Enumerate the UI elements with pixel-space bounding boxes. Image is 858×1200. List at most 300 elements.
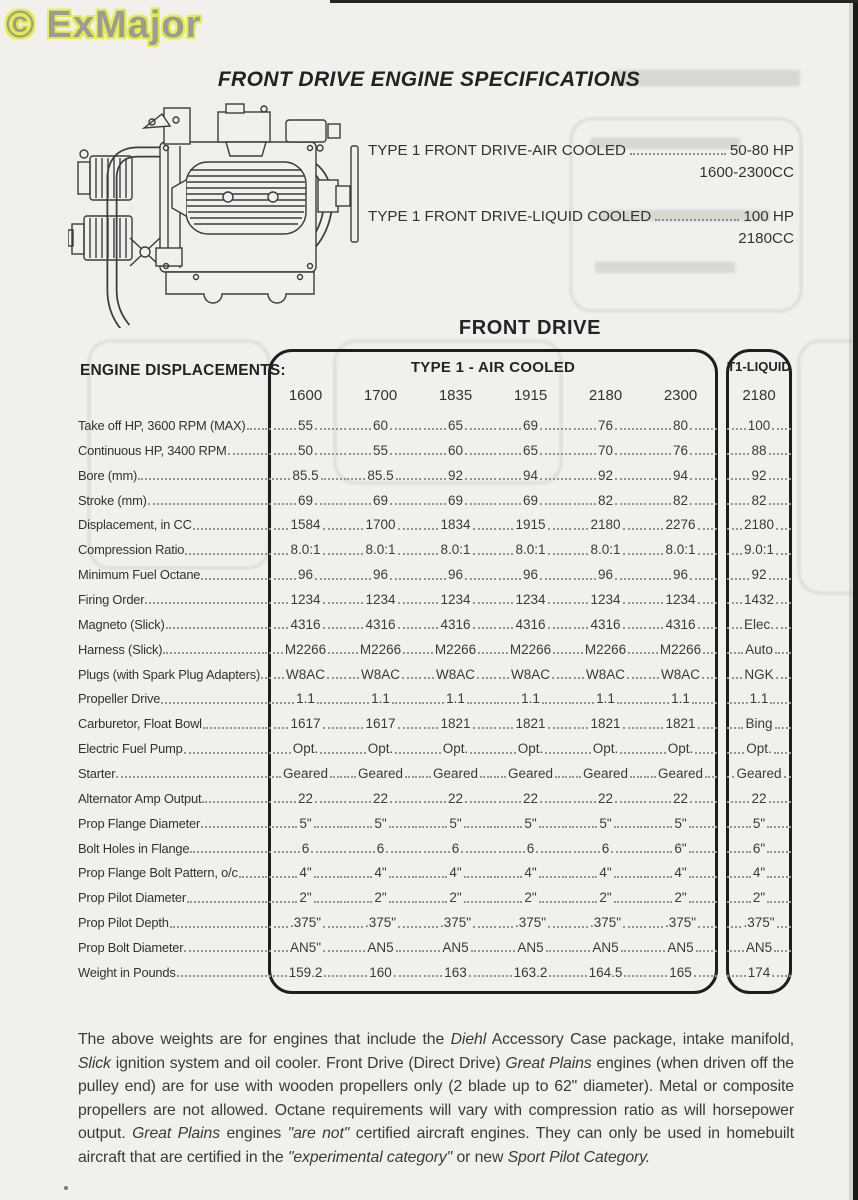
spec-row-label: Weight in Pounds: [78, 964, 176, 980]
spec-row: [78, 463, 792, 488]
spec-cell: [343, 766, 418, 781]
spec-row-label: Bore (mm): [78, 467, 138, 483]
spec-value: 1234: [515, 591, 546, 607]
dotted-leader: [494, 926, 513, 928]
dotted-leader: [419, 876, 447, 878]
dotted-leader: [398, 627, 417, 629]
dotted-leader: [473, 528, 492, 530]
spec-value: 76: [597, 417, 614, 433]
spec-cell: [493, 741, 568, 756]
dotted-leader: [269, 652, 283, 654]
spec-value: 5": [374, 815, 387, 831]
dotted-leader: [323, 528, 342, 530]
spec-row: [78, 587, 792, 612]
dotted-leader: [344, 851, 375, 853]
spec-value: 4": [674, 865, 687, 881]
dotted-leader: [615, 478, 642, 480]
dotted-leader: [323, 727, 342, 729]
spec-rows: [78, 413, 792, 985]
spec-value: 94: [672, 467, 689, 483]
footnote-segment: or new: [452, 1148, 508, 1166]
spec-cell: [643, 418, 718, 433]
spec-value: 6: [451, 840, 460, 856]
dotted-leader: [269, 776, 281, 778]
spec-value: Auto: [745, 641, 773, 657]
watermark: © ExMajor: [6, 4, 202, 46]
spec-value: 5": [299, 815, 312, 831]
spec-row-label: Prop Flange Diameter: [78, 815, 201, 831]
dotted-leader: [327, 677, 342, 679]
spec-cell: [343, 493, 418, 508]
dotted-leader: [344, 801, 371, 803]
dotted-leader: [344, 727, 363, 729]
spec-row-air-cells: [268, 741, 718, 756]
spec-cell: [568, 617, 643, 632]
spec-cell: [568, 517, 643, 532]
dotted-leader: [389, 876, 417, 878]
dotted-leader: [569, 801, 596, 803]
dotted-leader: [494, 627, 513, 629]
footnote-segment: engines (when driven off the pulley end) are for use with wooden propellers only (2 blade up to 62" diameter). Metal or composite propellers are not allowed. Octane requirements will vary with compression ratio as will horsepower output.: [78, 1054, 794, 1143]
dotted-leader: [398, 528, 417, 530]
dotted-leader: [769, 478, 791, 480]
liquid-group-title: T1-LIQUID: [727, 359, 791, 374]
dotted-leader: [655, 219, 739, 221]
spec-row: [78, 836, 792, 861]
dotted-leader: [269, 801, 296, 803]
dotted-leader: [698, 528, 717, 530]
spec-cell: [643, 493, 718, 508]
dotted-leader: [727, 801, 749, 803]
spec-cell-liquid: [726, 816, 792, 831]
dotted-leader: [644, 702, 669, 704]
spec-value: 159.2: [288, 964, 323, 980]
spec-value: M2266: [659, 641, 702, 657]
summary-hp: 100 HP: [743, 208, 794, 225]
spec-row-label: Harness (Slick): [78, 641, 163, 657]
dotted-leader: [727, 503, 749, 505]
spec-value: 2276: [665, 517, 696, 533]
dotted-leader: [396, 478, 417, 480]
spec-cell: [418, 517, 493, 532]
dotted-leader: [769, 453, 791, 455]
dotted-leader: [405, 776, 417, 778]
spec-cell: [418, 493, 493, 508]
spec-value: 92: [447, 467, 464, 483]
spec-cell: [493, 542, 568, 557]
spec-cell: [343, 642, 418, 657]
dotted-leader: [419, 851, 450, 853]
dotted-leader: [555, 776, 567, 778]
spec-value: 1432: [743, 591, 775, 607]
spec-value: 8.0:1: [665, 542, 696, 558]
dotted-leader: [473, 602, 492, 604]
spec-row-air-cells: [268, 890, 718, 905]
spec-row-labelcell: [78, 468, 268, 483]
spec-cell: [268, 493, 343, 508]
dotted-leader: [615, 578, 642, 580]
spec-value: 6": [752, 840, 766, 856]
spec-row-label: Plugs (with Spark Plug Adapters): [78, 666, 261, 682]
dotted-leader: [269, 851, 300, 853]
dotted-leader: [317, 702, 342, 704]
spec-value: 22: [372, 790, 389, 806]
dotted-leader: [344, 627, 363, 629]
spec-cell: [343, 716, 418, 731]
dotted-leader: [727, 602, 742, 604]
spec-cell: [643, 766, 718, 781]
dotted-leader: [615, 801, 642, 803]
dotted-leader: [148, 503, 267, 505]
spec-cell: [493, 517, 568, 532]
dotted-leader: [494, 503, 521, 505]
dotted-leader: [689, 901, 717, 903]
spec-row-air-cells: [268, 965, 718, 980]
spec-value: 96: [672, 567, 689, 583]
spec-value: Geared: [736, 765, 782, 781]
dotted-leader: [419, 727, 438, 729]
spec-cell-liquid: [726, 691, 792, 706]
dotted-leader: [344, 826, 372, 828]
spec-cell: [418, 542, 493, 557]
spec-value: 22: [751, 790, 767, 806]
dotted-leader: [480, 776, 492, 778]
dotted-leader: [464, 826, 492, 828]
dotted-leader: [644, 801, 671, 803]
dotted-leader: [695, 752, 717, 754]
dotted-leader: [467, 702, 492, 704]
spec-cell: [418, 617, 493, 632]
dotted-leader: [465, 453, 492, 455]
dotted-leader: [390, 428, 417, 430]
dotted-leader: [614, 901, 642, 903]
dotted-leader: [692, 702, 717, 704]
spec-value: 1234: [290, 591, 321, 607]
spec-value: .375": [439, 915, 472, 931]
spec-cell: [568, 567, 643, 582]
spec-value: 163.2: [513, 964, 548, 980]
dotted-leader: [689, 876, 717, 878]
spec-value: 4": [524, 865, 537, 881]
dotted-leader: [419, 503, 446, 505]
dotted-leader: [315, 503, 342, 505]
dotted-leader: [465, 428, 492, 430]
spec-cell-liquid: [726, 890, 792, 905]
spec-row: [78, 413, 792, 438]
spec-value: 6: [301, 840, 310, 856]
spec-cell: [268, 567, 343, 582]
spec-value: 60: [372, 417, 389, 433]
dotted-leader: [690, 478, 717, 480]
spec-value: M2266: [509, 641, 552, 657]
dotted-leader: [269, 752, 291, 754]
spec-row-air-cells: [268, 766, 718, 781]
spec-value: 92: [751, 467, 767, 483]
dotted-leader: [611, 851, 642, 853]
spec-value: 6": [674, 840, 687, 856]
spec-cell: [493, 617, 568, 632]
dotted-leader: [269, 826, 297, 828]
dotted-leader: [644, 627, 663, 629]
dotted-leader: [177, 975, 267, 977]
dotted-leader: [328, 652, 342, 654]
spec-row-air-cells: [268, 915, 718, 930]
dotted-leader: [261, 677, 267, 679]
dotted-leader: [569, 627, 588, 629]
dotted-leader: [569, 478, 596, 480]
dotted-leader: [698, 553, 717, 555]
dotted-leader: [315, 453, 342, 455]
dotted-leader: [419, 752, 441, 754]
dotted-leader: [494, 478, 521, 480]
spec-value: 5": [524, 815, 537, 831]
summary-cc: 2180CC: [738, 230, 794, 247]
spec-row-label: Continuous HP, 3400 RPM: [78, 442, 227, 458]
dotted-leader: [464, 876, 492, 878]
dotted-leader: [269, 453, 296, 455]
spec-value: Geared: [507, 765, 554, 781]
spec-value: Opt.: [367, 741, 394, 757]
dotted-leader: [727, 727, 743, 729]
spec-cell: [643, 443, 718, 458]
spec-cell: [568, 890, 643, 905]
spec-value: 1.1: [446, 691, 465, 707]
spec-row-label: Prop Pilot Diameter: [78, 890, 186, 906]
spec-value: .375": [289, 915, 322, 931]
dotted-leader: [727, 926, 741, 928]
dotted-leader: [494, 602, 513, 604]
dotted-leader: [540, 578, 567, 580]
spec-cell: [343, 418, 418, 433]
air-displacement: 1600: [288, 387, 323, 404]
spec-cell: [343, 741, 418, 756]
spec-cell: [343, 443, 418, 458]
dotted-leader: [315, 578, 342, 580]
dotted-leader: [549, 975, 567, 977]
spec-value: Opt.: [292, 741, 319, 757]
dotted-leader: [690, 428, 717, 430]
dotted-leader: [727, 851, 751, 853]
spec-value: 1584: [290, 517, 321, 533]
spec-cell-liquid: [726, 766, 792, 781]
spec-value: 1821: [665, 716, 696, 732]
dotted-leader: [569, 528, 588, 530]
spec-value: .375": [664, 915, 697, 931]
spec-value: W8AC: [286, 666, 326, 682]
spec-cell-liquid: [726, 418, 792, 433]
dotted-leader: [477, 677, 492, 679]
spec-cell: [268, 915, 343, 930]
spec-cell: [493, 493, 568, 508]
spec-value: 164.5: [588, 964, 623, 980]
dotted-leader: [419, 801, 446, 803]
dotted-leader: [727, 453, 749, 455]
spec-value: 22: [672, 790, 689, 806]
dotted-leader: [311, 851, 342, 853]
spec-cell: [643, 915, 718, 930]
spec-value: AN5": [289, 939, 322, 955]
dotted-leader: [623, 602, 642, 604]
spec-value: Elec.: [744, 616, 775, 632]
dotted-leader: [494, 776, 506, 778]
summary-label: TYPE 1 FRONT DRIVE-AIR COOLED: [368, 142, 626, 159]
spec-row-label: Bolt Holes in Flange: [78, 840, 190, 856]
dotted-leader: [419, 776, 431, 778]
spec-value: 4316: [365, 616, 396, 632]
spec-row-labelcell: [78, 940, 268, 955]
spec-cell: [343, 517, 418, 532]
dotted-leader: [494, 578, 521, 580]
spec-row-label: Minimum Fuel Octane: [78, 567, 201, 583]
spec-cell: [493, 841, 568, 856]
spec-cell: [493, 791, 568, 806]
spec-cell: [418, 791, 493, 806]
spec-row-labelcell: [78, 915, 268, 930]
dotted-leader: [644, 553, 663, 555]
spec-value: 65: [522, 442, 539, 458]
dotted-leader: [548, 727, 567, 729]
spec-row: [78, 786, 792, 811]
spec-row-air-cells: [268, 816, 718, 831]
dotted-leader: [419, 950, 440, 952]
spec-cell: [493, 816, 568, 831]
section-title: FRONT DRIVE: [458, 317, 602, 339]
spec-value: AN5: [745, 939, 773, 955]
dotted-leader: [269, 702, 294, 704]
spec-row-labelcell: [78, 865, 268, 880]
spec-cell: [493, 642, 568, 657]
spec-cell: [418, 841, 493, 856]
spec-value: AN5: [442, 939, 469, 955]
dotted-leader: [473, 627, 492, 629]
dotted-leader: [145, 602, 267, 604]
spec-row: [78, 562, 792, 587]
dotted-leader: [269, 428, 296, 430]
dotted-leader: [403, 652, 417, 654]
spec-row-air-cells: [268, 418, 718, 433]
air-displacement: 2300: [663, 387, 698, 404]
dotted-leader: [465, 578, 492, 580]
spec-cell: [643, 791, 718, 806]
spec-cell: [643, 468, 718, 483]
spec-value: 92: [597, 467, 614, 483]
dotted-leader: [774, 752, 791, 754]
dotted-leader: [727, 975, 746, 977]
footnote-segment: engines: [220, 1125, 288, 1143]
dotted-leader: [644, 876, 672, 878]
dotted-leader: [540, 503, 567, 505]
bleedthrough-ghost: [595, 262, 735, 273]
dotted-leader: [478, 652, 492, 654]
spec-cell: [568, 791, 643, 806]
spec-row: [78, 885, 792, 910]
spec-row-air-cells: [268, 667, 718, 682]
dotted-leader: [344, 901, 372, 903]
dotted-leader: [324, 975, 342, 977]
dotted-leader: [644, 851, 672, 853]
dotted-leader: [494, 553, 513, 555]
spec-value: .375": [364, 915, 397, 931]
spec-value: 69: [447, 492, 464, 508]
spec-row-labelcell: [78, 766, 268, 781]
spec-cell: [643, 592, 718, 607]
dotted-leader: [627, 677, 642, 679]
dotted-leader: [494, 801, 521, 803]
spec-cell: [568, 542, 643, 557]
footnote-italic-segment: Great Plains: [132, 1125, 221, 1143]
dotted-leader: [398, 553, 417, 555]
air-group-title: TYPE 1 - AIR COOLED: [410, 359, 576, 376]
dotted-leader: [644, 901, 672, 903]
dotted-leader: [727, 826, 751, 828]
spec-value: 82: [751, 492, 767, 508]
spec-row-label: Prop Bolt Diameter: [78, 939, 184, 955]
spec-row: [78, 512, 792, 537]
spec-row-labelcell: [78, 965, 268, 980]
spec-value: 8.0:1: [290, 542, 321, 558]
dotted-leader: [569, 428, 596, 430]
dotted-leader: [138, 478, 267, 480]
dotted-leader: [769, 801, 791, 803]
spec-value: 4": [299, 865, 312, 881]
dotted-leader: [239, 876, 267, 878]
dotted-leader: [703, 652, 717, 654]
spec-row-labelcell: [78, 816, 268, 831]
spec-cell: [418, 567, 493, 582]
dotted-leader: [201, 826, 267, 828]
dotted-leader: [323, 950, 342, 952]
air-displacement: 2180: [588, 387, 623, 404]
scan-edge-top: [330, 0, 858, 3]
dotted-leader: [727, 553, 742, 555]
spec-cell: [268, 517, 343, 532]
dotted-leader: [727, 876, 751, 878]
spec-cell: [568, 592, 643, 607]
dotted-leader: [767, 876, 791, 878]
dotted-leader: [690, 578, 717, 580]
dotted-leader: [419, 428, 446, 430]
dotted-leader: [569, 578, 596, 580]
dotted-leader: [170, 926, 267, 928]
spec-value: W8AC: [361, 666, 401, 682]
spec-cell: [568, 841, 643, 856]
dotted-leader: [548, 926, 567, 928]
spec-cell: [268, 816, 343, 831]
spec-value: 1821: [515, 716, 546, 732]
dotted-leader: [623, 553, 642, 555]
spec-value: 94: [522, 467, 539, 483]
dotted-leader: [698, 727, 717, 729]
spec-row: [78, 761, 792, 786]
spec-value: AN5: [517, 939, 544, 955]
spec-row-label: Alternator Amp Output: [78, 790, 202, 806]
spec-value: 4316: [665, 616, 696, 632]
dotted-leader: [623, 528, 642, 530]
spec-cell: [268, 691, 343, 706]
dotted-leader: [398, 727, 417, 729]
spec-row: [78, 711, 792, 736]
spec-value: 1.1: [671, 691, 690, 707]
dotted-leader: [323, 627, 342, 629]
spec-row-air-cells: [268, 443, 718, 458]
dotted-leader: [644, 950, 665, 952]
spec-cell-liquid: [726, 567, 792, 582]
spec-cell: [493, 567, 568, 582]
spec-row: [78, 736, 792, 761]
spec-cell: [268, 965, 343, 980]
dotted-leader: [344, 876, 372, 878]
dotted-leader: [494, 652, 508, 654]
